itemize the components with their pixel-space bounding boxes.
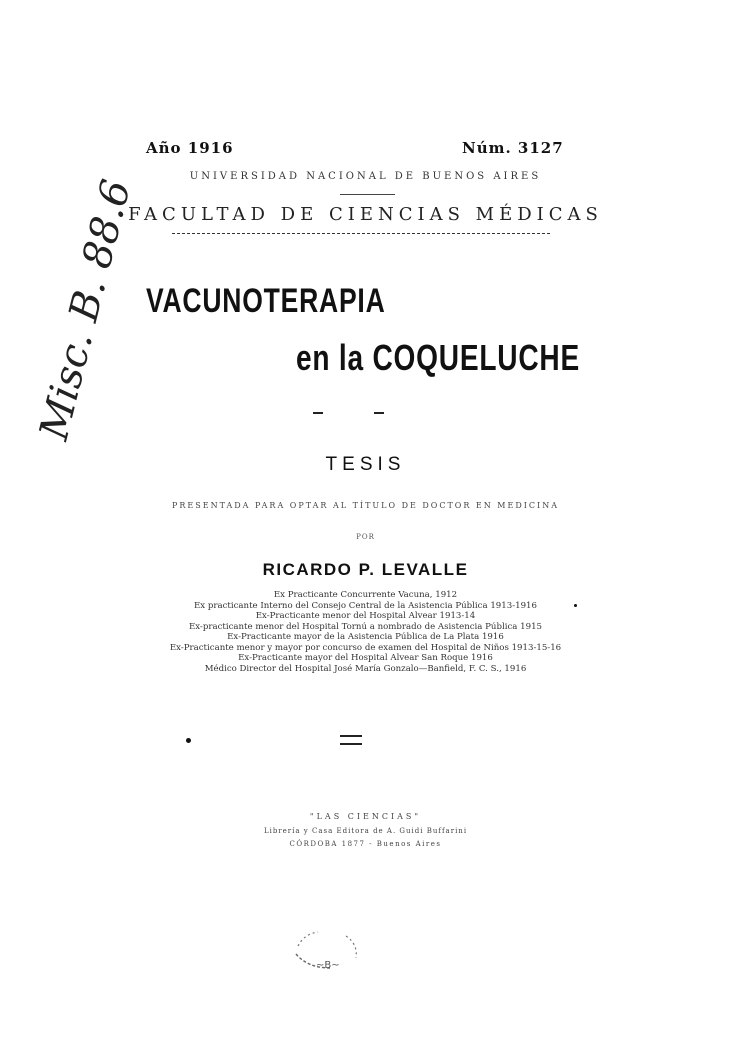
university-name: UNIVERSIDAD NACIONAL DE BUENOS AIRES bbox=[189, 171, 542, 182]
title-dash-left bbox=[313, 412, 323, 414]
credential-line: Ex-practicante menor del Hospital Tornú a nombrado de Asistencia Pública 1915 bbox=[188, 621, 543, 632]
title-line-2: en la COQUELUCHE bbox=[296, 337, 580, 378]
handwritten-signature-icon bbox=[18, 175, 141, 450]
credentials-list bbox=[0, 590, 731, 674]
author-name: RICARDO P. LEVALLE bbox=[262, 560, 469, 579]
speck-dot bbox=[574, 604, 577, 607]
credential-line: Ex Practicante Concurrente Vacuna, 1912 bbox=[273, 590, 458, 600]
credential-line: Médico Director del Hospital José María Gonzalo—Banfield, F. C. S., 1916 bbox=[204, 663, 527, 674]
ornament-divider bbox=[340, 735, 362, 745]
number-label: Núm. 3127 bbox=[462, 139, 564, 157]
publisher-address: CÓRDOBA 1877 - Buenos Aires bbox=[289, 840, 442, 848]
thesis-label: TESIS bbox=[325, 454, 406, 475]
svg-text:~B~: ~B~ bbox=[316, 960, 340, 971]
credential-line: Ex practicante Interno del Consejo Central de la Asistencia Pública 1913-1916 bbox=[194, 600, 537, 611]
header-divider bbox=[172, 233, 550, 234]
short-divider bbox=[340, 194, 395, 195]
credential-line: Ex-Practicante mayor del Hospital Alvear San Roque 1916 bbox=[238, 653, 493, 663]
publisher-line-2: Librería y Casa Editora de A. Guidi Buffarini bbox=[263, 827, 468, 835]
presented-text: PRESENTADA PARA OPTAR AL TÍTULO DE DOCTOR EN MEDICINA bbox=[172, 501, 559, 510]
svg-text:Misc. B. 88.6: Misc. B. 88.6 bbox=[31, 175, 141, 445]
publisher-name: "LAS CIENCIAS" bbox=[309, 812, 422, 821]
year-label: Año 1916 bbox=[146, 139, 234, 157]
title-dash-right bbox=[374, 412, 384, 414]
faculty-name: FACULTAD DE CIENCIAS MÉDICAS bbox=[128, 204, 603, 225]
credential-line: Ex-Practicante menor y mayor por concurso de examen del Hospital de Niños 1913-15-16 bbox=[169, 642, 562, 653]
credential-line: Ex-Practicante menor del Hospital Alvear 1913-14 bbox=[255, 611, 476, 621]
credential-line: Ex-Practicante mayor de la Asistencia Pública de La Plata 1916 bbox=[227, 632, 504, 642]
by-label: POR bbox=[356, 533, 375, 541]
title-line-1: VACUNOTERAPIA bbox=[146, 282, 386, 320]
punch-hole-dot bbox=[186, 738, 191, 743]
library-stamp-icon bbox=[286, 928, 366, 974]
